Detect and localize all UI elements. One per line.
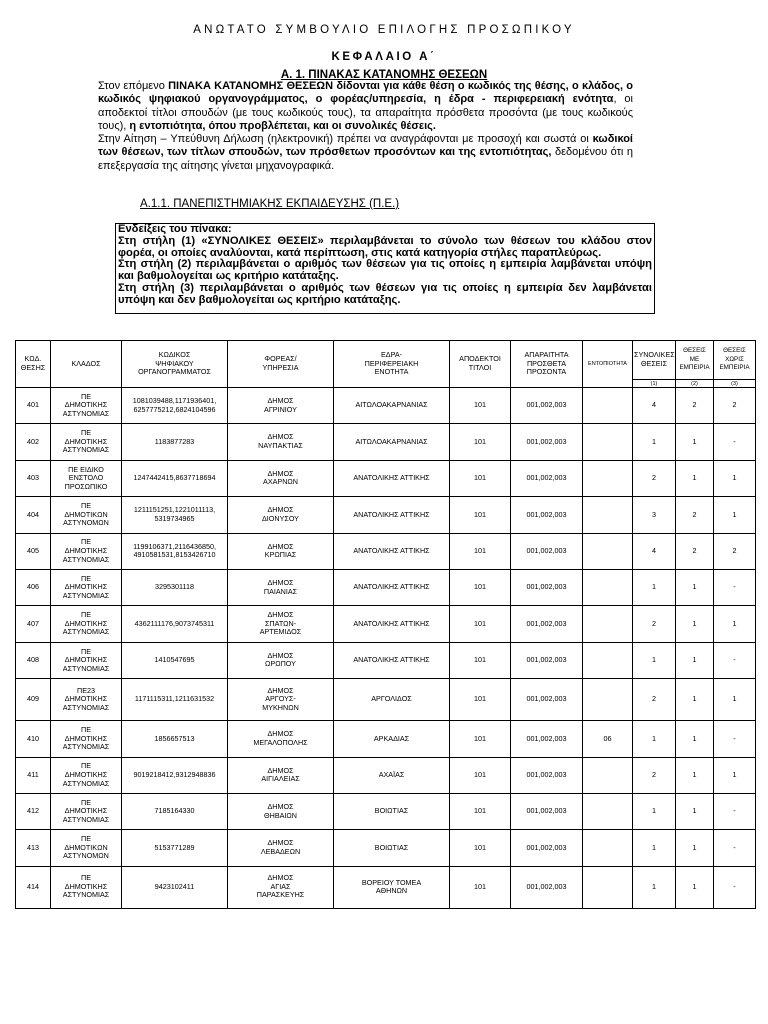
cell-foreas: ΔΗΜΟΣ ΑΡΓΟΥΣ- ΜΥΚΗΝΩΝ — [228, 679, 334, 721]
intro-p1c: , οι αποδεκτοί τίτλοι σπουδών (με τους κωδικούς τους), τα απαραίτητα πρόσθετα προσόντα (με τους κωδικούς τους), — [98, 93, 633, 132]
notes-title: Ενδείξεις του πίνακα: — [118, 223, 232, 235]
cell-total: 1 — [633, 793, 676, 829]
cell-edra: ΑΡΓΟΛΙΔΟΣ — [334, 679, 450, 721]
table-row — [16, 497, 756, 533]
cell-titles: 101 — [450, 424, 511, 460]
cell-without-exp: - — [714, 793, 756, 829]
cell-total: 1 — [633, 424, 676, 460]
cell-org-code: 5153771289 — [122, 830, 228, 866]
cell-code: 403 — [16, 460, 51, 496]
cell-foreas: ΔΗΜΟΣ ΠΑΙΑΝΙΑΣ — [228, 569, 334, 605]
cell-without-exp: - — [714, 424, 756, 460]
cell-titles: 101 — [450, 642, 511, 678]
table-row — [16, 642, 756, 678]
cell-quals: 001,002,003 — [511, 533, 583, 569]
cell-org-code: 1856657513 — [122, 721, 228, 757]
cell-total: 1 — [633, 642, 676, 678]
cell-klados: ΠΕ ΔΗΜΟΤΙΚΩΝ ΑΣΤΥΝΟΜΩΝ — [51, 830, 122, 866]
chapter-title: ΚΕΦΑΛΑΙΟ Α΄ — [331, 51, 437, 63]
cell-edra: ΑΙΤΩΛΟΑΚΑΡΝΑΝΙΑΣ — [334, 424, 450, 460]
intro-paragraph-2 — [98, 133, 633, 173]
cell-code: 402 — [16, 424, 51, 460]
cell-edra: ΑΝΑΤΟΛΙΚΗΣ ΑΤΤΙΚΗΣ — [334, 569, 450, 605]
cell-klados: ΠΕ ΔΗΜΟΤΙΚΩΝ ΑΣΤΥΝΟΜΩΝ — [51, 497, 122, 533]
table-row — [16, 460, 756, 496]
cell-entopiotita — [583, 533, 633, 569]
cell-total: 1 — [633, 569, 676, 605]
cell-edra: ΑΧΑΪΑΣ — [334, 757, 450, 793]
cell-total: 1 — [633, 866, 676, 908]
cell-quals: 001,002,003 — [511, 830, 583, 866]
cell-code: 410 — [16, 721, 51, 757]
cell-quals: 001,002,003 — [511, 679, 583, 721]
cell-with-exp: 2 — [676, 388, 714, 424]
cell-with-exp: 1 — [676, 721, 714, 757]
cell-entopiotita — [583, 460, 633, 496]
cell-without-exp: 1 — [714, 460, 756, 496]
cell-foreas: ΔΗΜΟΣ ΝΑΥΠΑΚΤΙΑΣ — [228, 424, 334, 460]
cell-quals: 001,002,003 — [511, 497, 583, 533]
table-row — [16, 388, 756, 424]
cell-without-exp: 1 — [714, 497, 756, 533]
cell-quals: 001,002,003 — [511, 424, 583, 460]
cell-org-code: 1247442415,8637718694 — [122, 460, 228, 496]
header-klados: ΚΛΑΔΟΣ — [51, 341, 122, 388]
table-notes-box — [115, 223, 655, 314]
cell-foreas: ΔΗΜΟΣ ΜΕΓΑΛΟΠΟΛΗΣ — [228, 721, 334, 757]
intro-paragraph-1 — [98, 80, 633, 133]
cell-titles: 101 — [450, 388, 511, 424]
cell-quals: 001,002,003 — [511, 388, 583, 424]
cell-entopiotita — [583, 497, 633, 533]
cell-klados: ΠΕ ΔΗΜΟΤΙΚΗΣ ΑΣΤΥΝΟΜΙΑΣ — [51, 642, 122, 678]
cell-without-exp: - — [714, 866, 756, 908]
cell-foreas: ΔΗΜΟΣ ΩΡΩΠΟΥ — [228, 642, 334, 678]
cell-quals: 001,002,003 — [511, 757, 583, 793]
cell-klados: ΠΕ ΕΙΔΙΚΟ ΕΝΣΤΟΛΟ ΠΡΟΣΩΠΙΚΟ — [51, 460, 122, 496]
cell-with-exp: 1 — [676, 424, 714, 460]
cell-with-exp: 1 — [676, 830, 714, 866]
cell-foreas: ΔΗΜΟΣ ΛΕΒΑΔΕΩΝ — [228, 830, 334, 866]
cell-org-code: 9019218412,9312948836 — [122, 757, 228, 793]
cell-total: 2 — [633, 679, 676, 721]
header-code: ΚΩΔ. ΘΕΣΗΣ — [16, 341, 51, 388]
section-title: Α. 1. ΠΙΝΑΚΑΣ ΚΑΤΑΝΟΜΗΣ ΘΕΣΕΩΝ — [280, 69, 488, 81]
intro-p1b: ΠΙΝΑΚΑ ΚΑΤΑΝΟΜΗΣ ΘΕΣΕΩΝ δίδονται για κάθε θέση ο κωδικός της θέσης, ο κλάδος, ο κωδικός ψηφιακού οργανογράμματος, ο φορέας/υπηρεσία, η έδρα - περιφερειακή ενότητα — [98, 80, 633, 106]
cell-without-exp: 1 — [714, 757, 756, 793]
table-header-row — [16, 341, 756, 380]
cell-code: 409 — [16, 679, 51, 721]
cell-quals: 001,002,003 — [511, 866, 583, 908]
cell-titles: 101 — [450, 569, 511, 605]
cell-titles: 101 — [450, 533, 511, 569]
cell-entopiotita — [583, 866, 633, 908]
cell-titles: 101 — [450, 793, 511, 829]
cell-org-code: 9423102411 — [122, 866, 228, 908]
intro-p2c: δεδομένου ότι η επεξεργασία της αίτησης γίνεται μηχανογραφικά. — [98, 146, 634, 172]
organization-title: ΑΝΩΤΑΤΟ ΣΥΜΒΟΥΛΙΟ ΕΠΙΛΟΓΗΣ ΠΡΟΣΩΠΙΚΟΥ — [193, 24, 575, 36]
cell-klados: ΠΕ ΔΗΜΟΤΙΚΗΣ ΑΣΤΥΝΟΜΙΑΣ — [51, 793, 122, 829]
cell-titles: 101 — [450, 866, 511, 908]
cell-with-exp: 1 — [676, 460, 714, 496]
cell-without-exp: - — [714, 721, 756, 757]
cell-org-code: 1183877283 — [122, 424, 228, 460]
cell-without-exp: - — [714, 642, 756, 678]
cell-org-code: 4362111176,9073745311 — [122, 606, 228, 642]
intro-text — [98, 80, 633, 173]
cell-edra: ΑΝΑΤΟΛΙΚΗΣ ΑΤΤΙΚΗΣ — [334, 533, 450, 569]
cell-foreas: ΔΗΜΟΣ ΘΗΒΑΙΩΝ — [228, 793, 334, 829]
cell-without-exp: 1 — [714, 679, 756, 721]
header-org-code: ΚΩΔΙΚΟΣ ΨΗΦΙΑΚΟΥ ΟΡΓΑΝΟΓΡΑΜΜΑΤΟΣ — [122, 341, 228, 388]
cell-code: 406 — [16, 569, 51, 605]
cell-entopiotita — [583, 679, 633, 721]
cell-without-exp: 1 — [714, 606, 756, 642]
cell-quals: 001,002,003 — [511, 460, 583, 496]
cell-entopiotita — [583, 424, 633, 460]
table-row — [16, 757, 756, 793]
cell-klados: ΠΕ ΔΗΜΟΤΙΚΗΣ ΑΣΤΥΝΟΜΙΑΣ — [51, 866, 122, 908]
header-with-exp: ΘΕΣΕΙΣ ΜΕ ΕΜΠΕΙΡΙΑ — [676, 341, 714, 380]
cell-code: 414 — [16, 866, 51, 908]
cell-entopiotita — [583, 642, 633, 678]
table-body — [16, 388, 756, 909]
cell-foreas: ΔΗΜΟΣ ΣΠΑΤΩΝ- ΑΡΤΕΜΙΔΟΣ — [228, 606, 334, 642]
cell-foreas: ΔΗΜΟΣ ΑΓΡΙΝΙΟΥ — [228, 388, 334, 424]
cell-foreas: ΔΗΜΟΣ ΑΧΑΡΝΩΝ — [228, 460, 334, 496]
cell-quals: 001,002,003 — [511, 569, 583, 605]
cell-with-exp: 1 — [676, 679, 714, 721]
note-column-3: Στη στήλη (3) περιλαμβάνεται ο αριθμός των θέσεων για τις οποίες η εμπειρία δεν λαμβάνεται υπόψη και δεν βαθμολογείται ως κριτήριο κατάταξης. — [118, 281, 652, 306]
cell-total: 2 — [633, 460, 676, 496]
header-edra: ΕΔΡΑ- ΠΕΡΙΦΕΡΕΙΑΚΗ ΕΝΟΤΗΤΑ — [334, 341, 450, 388]
cell-with-exp: 1 — [676, 866, 714, 908]
cell-klados: ΠΕ ΔΗΜΟΤΙΚΗΣ ΑΣΤΥΝΟΜΙΑΣ — [51, 569, 122, 605]
cell-edra: ΒΟΙΩΤΙΑΣ — [334, 793, 450, 829]
cell-quals: 001,002,003 — [511, 642, 583, 678]
intro-p2a: Στην Αίτηση – Υπεύθυνη Δήλωση (ηλεκτρονική) πρέπει να αναγράφονται με προσοχή και σωστά οι — [98, 133, 593, 146]
cell-org-code: 1199106371,2116436850, 4910581531,8153426710 — [122, 533, 228, 569]
col-number-3: (3) — [714, 380, 756, 388]
table-row — [16, 830, 756, 866]
note-column-2: Στη στήλη (2) περιλαμβάνεται ο αριθμός των θέσεων για τις οποίες η εμπειρία λαμβάνεται υπόψη και βαθμολογείται ως κριτήριο κατάταξης. — [118, 258, 652, 283]
cell-entopiotita — [583, 830, 633, 866]
cell-total: 2 — [633, 757, 676, 793]
cell-edra: ΑΝΑΤΟΛΙΚΗΣ ΑΤΤΙΚΗΣ — [334, 642, 450, 678]
cell-quals: 001,002,003 — [511, 793, 583, 829]
cell-code: 413 — [16, 830, 51, 866]
header-total: ΣΥΝΟΛΙΚΕΣ ΘΕΣΕΙΣ — [633, 341, 676, 380]
cell-code: 407 — [16, 606, 51, 642]
header-foreas: ΦΟΡΕΑΣ/ ΥΠΗΡΕΣΙΑ — [228, 341, 334, 388]
cell-entopiotita: 06 — [583, 721, 633, 757]
cell-quals: 001,002,003 — [511, 606, 583, 642]
cell-org-code: 3295301118 — [122, 569, 228, 605]
cell-edra: ΒΟΡΕΙΟΥ ΤΟΜΕΑ ΑΘΗΝΩΝ — [334, 866, 450, 908]
cell-org-code: 1171115311,1211631532 — [122, 679, 228, 721]
cell-foreas: ΔΗΜΟΣ ΚΡΩΠΙΑΣ — [228, 533, 334, 569]
cell-foreas: ΔΗΜΟΣ ΑΙΓΙΑΛΕΙΑΣ — [228, 757, 334, 793]
cell-org-code: 1081039488,1171936401, 6257775212,6824104596 — [122, 388, 228, 424]
cell-org-code: 1211151251,1221011113, 5319734965 — [122, 497, 228, 533]
cell-with-exp: 2 — [676, 497, 714, 533]
cell-entopiotita — [583, 757, 633, 793]
cell-titles: 101 — [450, 830, 511, 866]
cell-code: 404 — [16, 497, 51, 533]
cell-without-exp: 2 — [714, 533, 756, 569]
table-row — [16, 679, 756, 721]
cell-code: 412 — [16, 793, 51, 829]
cell-total: 4 — [633, 388, 676, 424]
table-row — [16, 606, 756, 642]
cell-klados: ΠΕ ΔΗΜΟΤΙΚΗΣ ΑΣΤΥΝΟΜΙΑΣ — [51, 388, 122, 424]
col-number-2: (2) — [676, 380, 714, 388]
cell-total: 2 — [633, 606, 676, 642]
note-column-1: Στη στήλη (1) «ΣΥΝΟΛΙΚΕΣ ΘΕΣΕΙΣ» περιλαμβάνεται το σύνολο των θέσεων του κλάδου στον φορέα, οι οποίες αναλύονται, κατά περίπτωση, στις κατά κατηγορία στήλες παραπλεύρως. — [118, 234, 652, 259]
intro-p2b: κωδικοί των θέσεων, των τίτλων σπουδών, των πρόσθετων προσόντων και της εντοπιότητας, — [98, 133, 633, 159]
cell-total: 3 — [633, 497, 676, 533]
cell-klados: ΠΕ ΔΗΜΟΤΙΚΗΣ ΑΣΤΥΝΟΜΙΑΣ — [51, 424, 122, 460]
header-quals: ΑΠΑΡΑΙΤΗΤΑ ΠΡΟΣΘΕΤΑ ΠΡΟΣΟΝΤΑ — [511, 341, 583, 388]
intro-p1d: η εντοπιότητα, όπου προβλέπεται, και οι συνολικές θέσεις. — [129, 119, 436, 132]
subsection-title: Α.1.1. ΠΑΝΕΠΙΣΤΗΜΙΑΚΗΣ ΕΚΠΑΙΔΕΥΣΗΣ (Π.Ε.) — [140, 198, 400, 210]
header-entopiotita: ΕΝΤΟΠΙΟΤΗΤΑ — [583, 341, 633, 388]
cell-code: 408 — [16, 642, 51, 678]
table-row — [16, 793, 756, 829]
cell-without-exp: - — [714, 830, 756, 866]
cell-total: 1 — [633, 721, 676, 757]
cell-code: 405 — [16, 533, 51, 569]
cell-klados: ΠΕ ΔΗΜΟΤΙΚΗΣ ΑΣΤΥΝΟΜΙΑΣ — [51, 757, 122, 793]
intro-p1a: Στον επόμενο — [98, 80, 169, 92]
cell-titles: 101 — [450, 679, 511, 721]
cell-with-exp: 1 — [676, 606, 714, 642]
cell-without-exp: 2 — [714, 388, 756, 424]
cell-entopiotita — [583, 606, 633, 642]
cell-titles: 101 — [450, 721, 511, 757]
cell-edra: ΑΝΑΤΟΛΙΚΗΣ ΑΤΤΙΚΗΣ — [334, 460, 450, 496]
cell-titles: 101 — [450, 497, 511, 533]
cell-entopiotita — [583, 569, 633, 605]
table-row — [16, 721, 756, 757]
cell-without-exp: - — [714, 569, 756, 605]
cell-org-code: 7185164330 — [122, 793, 228, 829]
table-row — [16, 424, 756, 460]
table-row — [16, 569, 756, 605]
cell-titles: 101 — [450, 606, 511, 642]
cell-entopiotita — [583, 793, 633, 829]
cell-with-exp: 1 — [676, 569, 714, 605]
cell-titles: 101 — [450, 757, 511, 793]
cell-edra: ΑΝΑΤΟΛΙΚΗΣ ΑΤΤΙΚΗΣ — [334, 497, 450, 533]
cell-klados: ΠΕ ΔΗΜΟΤΙΚΗΣ ΑΣΤΥΝΟΜΙΑΣ — [51, 606, 122, 642]
cell-quals: 001,002,003 — [511, 721, 583, 757]
table-row — [16, 866, 756, 908]
table-row — [16, 533, 756, 569]
cell-foreas: ΔΗΜΟΣ ΑΓΙΑΣ ΠΑΡΑΣΚΕΥΗΣ — [228, 866, 334, 908]
positions-table — [15, 340, 756, 909]
cell-with-exp: 1 — [676, 757, 714, 793]
cell-org-code: 1410547695 — [122, 642, 228, 678]
cell-with-exp: 1 — [676, 642, 714, 678]
header-titles: ΑΠΟΔΕΚΤΟΙ ΤΙΤΛΟΙ — [450, 341, 511, 388]
cell-code: 401 — [16, 388, 51, 424]
cell-edra: ΑΝΑΤΟΛΙΚΗΣ ΑΤΤΙΚΗΣ — [334, 606, 450, 642]
cell-edra: ΑΡΚΑΔΙΑΣ — [334, 721, 450, 757]
cell-with-exp: 2 — [676, 533, 714, 569]
cell-klados: ΠΕ23 ΔΗΜΟΤΙΚΗΣ ΑΣΤΥΝΟΜΙΑΣ — [51, 679, 122, 721]
cell-klados: ΠΕ ΔΗΜΟΤΙΚΗΣ ΑΣΤΥΝΟΜΙΑΣ — [51, 721, 122, 757]
col-number-1: (1) — [633, 380, 676, 388]
cell-code: 411 — [16, 757, 51, 793]
cell-entopiotita — [583, 388, 633, 424]
cell-foreas: ΔΗΜΟΣ ΔΙΟΝΥΣΟΥ — [228, 497, 334, 533]
cell-titles: 101 — [450, 460, 511, 496]
cell-total: 1 — [633, 830, 676, 866]
cell-total: 4 — [633, 533, 676, 569]
cell-edra: ΒΟΙΩΤΙΑΣ — [334, 830, 450, 866]
cell-klados: ΠΕ ΔΗΜΟΤΙΚΗΣ ΑΣΤΥΝΟΜΙΑΣ — [51, 533, 122, 569]
header-without-exp: ΘΕΣΕΙΣ ΧΩΡΙΣ ΕΜΠΕΙΡΙΑ — [714, 341, 756, 380]
cell-edra: ΑΙΤΩΛΟΑΚΑΡΝΑΝΙΑΣ — [334, 388, 450, 424]
cell-with-exp: 1 — [676, 793, 714, 829]
